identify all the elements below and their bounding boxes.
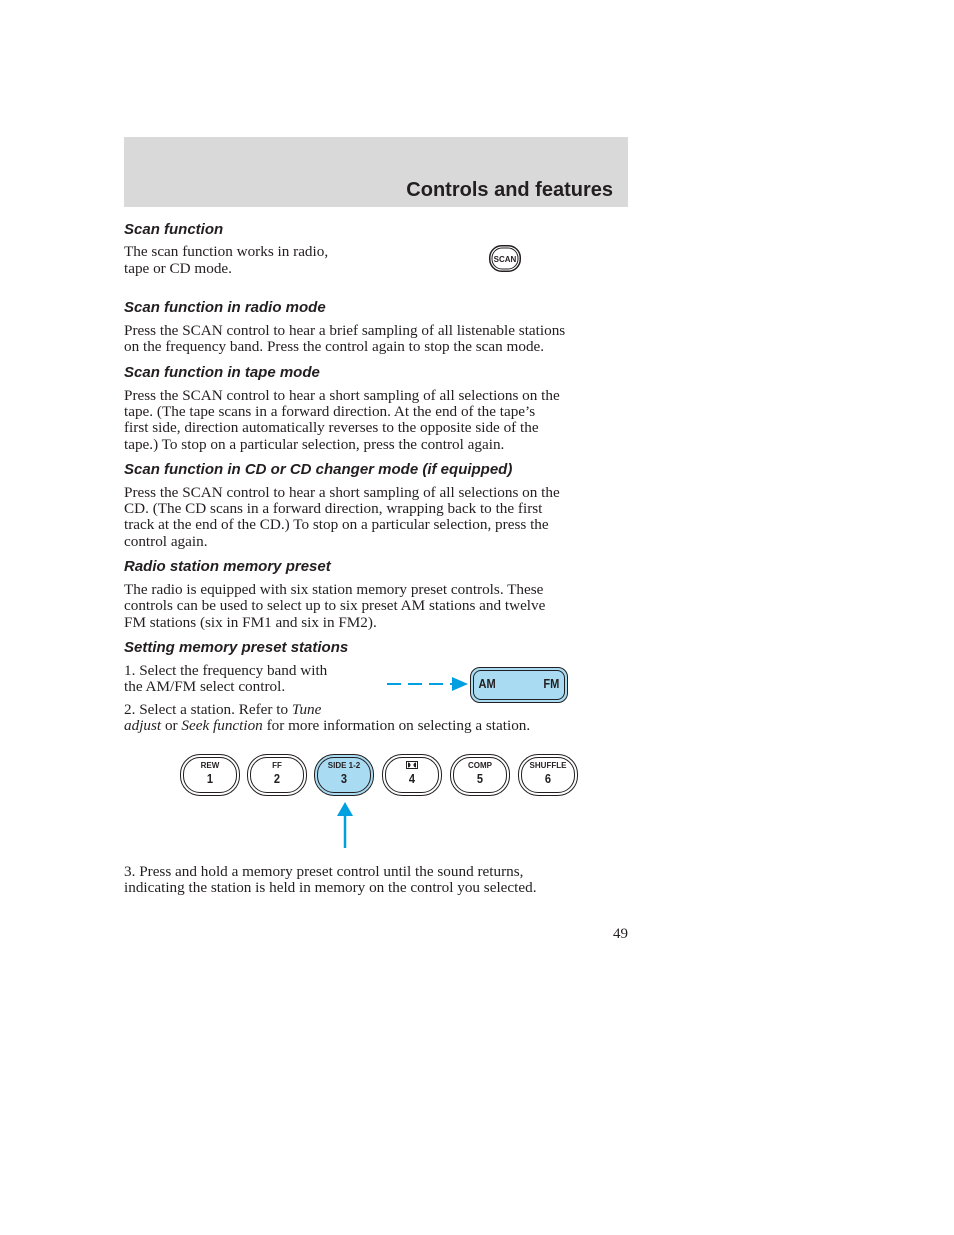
memory-heading: Radio station memory preset	[124, 558, 331, 575]
radio-text-line2: on the frequency band. Press the control again to stop the scan mode.	[124, 338, 545, 355]
cd-text-line3: track at the end of the CD.) To stop on a particular selection, press the	[124, 516, 549, 533]
cd-text-line2: CD. (The CD scans in a forward direction, wrapping back to the first	[124, 500, 543, 517]
preset-button-4: 4	[382, 754, 442, 796]
scan-text-line1: The scan function works in radio,	[124, 243, 329, 260]
memory-text-line1: The radio is equipped with six station memory preset controls. These	[124, 581, 544, 598]
tape-text-line3: first side, direction automatically reverses to the opposite side of the	[124, 419, 539, 436]
header-band	[124, 137, 628, 207]
scan-icon-label: SCAN	[493, 255, 517, 264]
tape-text-line1: Press the SCAN control to hear a short sampling of all selections on the	[124, 387, 560, 404]
preset-button-1: REW 1	[180, 754, 240, 796]
step3-line1: 3. Press and hold a memory preset control until the sound returns,	[124, 863, 524, 880]
cd-heading: Scan function in CD or CD changer mode (if equipped)	[124, 461, 513, 478]
cd-text-line4: control again.	[124, 533, 208, 550]
setting-heading: Setting memory preset stations	[124, 639, 349, 656]
step2-line2: adjust or Seek function for more information on selecting a station.	[124, 717, 531, 734]
scan-heading: Scan function	[124, 221, 224, 238]
tape-heading: Scan function in tape mode	[124, 364, 320, 381]
tape-text-line4: tape.) To stop on a particular selection, press the control again.	[124, 436, 505, 453]
am-label: AM	[478, 676, 496, 691]
am-fm-select-button	[470, 667, 568, 703]
radio-heading: Scan function in radio mode	[124, 299, 326, 316]
step2-line1: 2. Select a station. Refer to Tune	[124, 701, 322, 718]
preset-button-5: COMP 5	[450, 754, 510, 796]
scan-text-line2: tape or CD mode.	[124, 260, 232, 277]
radio-text-line1: Press the SCAN control to hear a brief sampling of all listenable stations	[124, 322, 566, 339]
preset-button-6: SHUFFLE 6	[518, 754, 578, 796]
scan-button-icon	[489, 245, 521, 272]
tape-text-line2: tape. (The tape scans in a forward direction. At the end of the tape’s	[124, 403, 536, 420]
dolby-icon	[406, 761, 418, 769]
preset-button-2: FF 2	[247, 754, 307, 796]
up-arrow-icon	[336, 802, 354, 850]
page-number: 49	[613, 926, 628, 942]
page-title: Controls and features	[406, 179, 613, 201]
preset-button-3: SIDE 1-2 3	[314, 754, 374, 796]
dashed-arrow-icon	[384, 674, 470, 694]
fm-label: FM	[543, 676, 560, 691]
cd-text-line1: Press the SCAN control to hear a short sampling of all selections on the	[124, 484, 560, 501]
step1-line2: the AM/FM select control.	[124, 678, 286, 695]
memory-text-line2: controls can be used to select up to six preset AM stations and twelve	[124, 597, 546, 614]
memory-text-line3: FM stations (six in FM1 and six in FM2).	[124, 614, 377, 631]
step3-line2: indicating the station is held in memory on the control you selected.	[124, 879, 537, 896]
step1-line1: 1. Select the frequency band with	[124, 662, 328, 679]
